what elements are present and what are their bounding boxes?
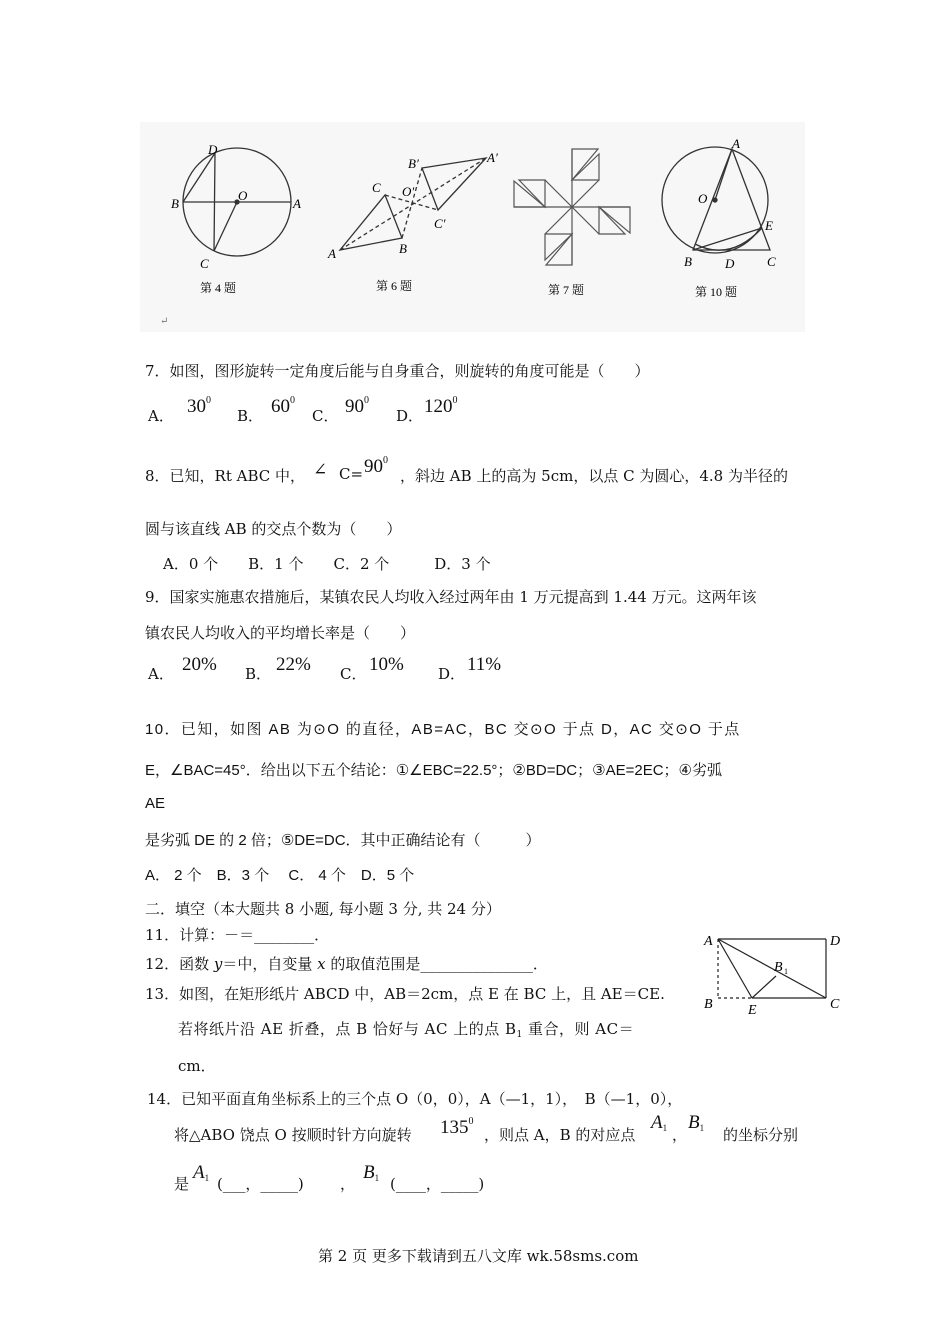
section2-header: 二．填空（本大题共 8 小题, 每小题 3 分, 共 24 分） — [145, 900, 501, 918]
q12: 12．函数 y＝中，自变量 x 的取值范围是_______________． — [145, 955, 548, 973]
fig10-label-c: C — [767, 254, 776, 269]
q14-comma: ， — [672, 1126, 688, 1144]
fig4-label-a: A — [293, 196, 301, 211]
fig7-pinwheel — [514, 149, 630, 265]
q7-option-b-label: B． — [237, 407, 264, 425]
q7-option-a-value: $30^0$ — [187, 395, 211, 417]
return-mark: ↵ — [160, 316, 169, 327]
q14-line3-start: 是 — [174, 1175, 190, 1193]
q9-option-c-value: 10% — [369, 654, 404, 675]
q9-line1: 9．国家实施惠农措施后，某镇农民人均收入经过两年由 1 万元提高到 1.44 万元。这两年该 — [145, 588, 757, 606]
q9-option-b-value: 22% — [276, 654, 311, 675]
fig6-label-b: B — [399, 241, 407, 256]
q9-option-b-label: B． — [245, 665, 272, 683]
q7-option-c-value: $90^0$ — [345, 395, 369, 417]
q8-part1: 8．已知，Rt ABC 中， — [145, 467, 306, 485]
fig4-chord-dc — [214, 153, 215, 251]
q8-options: A．0 个 B．1 个 C．2 个 D．3 个 — [163, 555, 491, 573]
fig4-label-b: B — [171, 196, 179, 211]
fig4-caption: 第 4 题 — [200, 281, 237, 295]
fig10-diagram — [662, 147, 770, 253]
q14-blank2[interactable]: (____，_____) — [390, 1175, 485, 1193]
q13-fig-label-c: C — [830, 997, 840, 1012]
q7-option-a-label: A． — [148, 407, 174, 425]
q7-option-d-label: D． — [396, 407, 424, 425]
q14-degree: $135^0$ — [440, 1116, 474, 1138]
fig6-label-ap: A′ — [487, 150, 498, 165]
q14-blank1[interactable]: (___，_____) — [217, 1175, 304, 1193]
q13-line3: cm． — [178, 1057, 216, 1075]
fig10-label-b: B — [684, 254, 692, 269]
figures-svg — [140, 122, 805, 332]
fig7-caption: 第 7 题 — [548, 283, 585, 297]
q9-line2: 镇农民人均收入的平均增长率是（ ） — [145, 624, 416, 642]
q13-fig-label-b: B — [704, 997, 713, 1012]
fig4-label-c: C — [200, 256, 209, 271]
q14-line3-b1: $B_1$ — [363, 1162, 380, 1183]
fig6-dash-aa — [340, 158, 486, 250]
q14-line2a: 将△ABO 饶点 O 按顺时针方向旋转 — [174, 1126, 412, 1144]
q11: 11．计算：－＝________． — [145, 926, 330, 944]
fig4-label-o: O — [238, 188, 248, 203]
q10-line4: 是劣弧 DE 的 2 倍；⑤DE=DC．其中正确结论有（ ） — [145, 832, 541, 849]
q8-line2: 圆与该直线 AB 的交点个数为（ ） — [145, 520, 402, 538]
fig4-label-d: D — [208, 142, 218, 157]
fig10-center — [713, 198, 717, 202]
q10-options: A． 2 个 B．3 个 C． 4 个 D．5 个 — [145, 867, 415, 884]
q14-line3-a1: $A_1$ — [193, 1162, 210, 1183]
q13-fig-label-b1-sub: 1 — [784, 967, 788, 976]
q13-fig-label-b1: B — [774, 960, 783, 975]
fig4-diagram — [183, 148, 291, 256]
fig6-dash-bb — [402, 168, 422, 238]
q13-fig-label-d: D — [830, 934, 841, 949]
fig10-caption: 第 10 题 — [695, 285, 738, 299]
fig6-label-bp: B′ — [408, 156, 419, 171]
q14-line2c: 的坐标分别 — [723, 1126, 799, 1144]
q13-fig-label-a: A — [704, 934, 713, 949]
fig10-label-d: D — [725, 256, 735, 271]
q7-option-b-value: $60^0$ — [271, 395, 295, 417]
q10-line3: AE — [145, 795, 166, 812]
q14-line2b: ，则点 A，B 的对应点 — [484, 1126, 636, 1144]
fig6-label-c: C — [372, 180, 381, 195]
fig4-chord-bd — [183, 153, 215, 202]
q10-line1: 10．已知，如图 AB 为⊙O 的直径，AB=AC，BC 交⊙O 于点 D，AC 交⊙O 于点 — [145, 721, 741, 738]
page-footer: 第 2 页 更多下载请到五八文库 wk.58sms.com — [318, 1247, 639, 1265]
q9-option-a-label: A． — [148, 665, 174, 683]
fig6-diagram — [340, 158, 486, 250]
fig10-label-o: O — [698, 191, 708, 206]
fig10-radius — [715, 149, 732, 200]
fig6-triangle-abc — [340, 195, 402, 250]
q13-line2: 若将纸片沿 AE 折叠，点 B 恰好与 AC 上的点 $B_1$ 重合，则 AC＝ — [178, 1020, 635, 1040]
q14-sep: ， — [340, 1175, 356, 1193]
figure-strip — [140, 122, 805, 332]
q9-option-d-label: D． — [438, 665, 466, 683]
q14-line1: 14．已知平面直角坐标系上的三个点 O（0，0），A（—1，1）， B（—1，0）， — [147, 1090, 683, 1108]
q7-option-c-label: C． — [312, 407, 339, 425]
q7-stem: 7．如图，图形旋转一定角度后能与自身重合，则旋转的角度可能是（ ） — [145, 362, 650, 380]
q8-angle-symbol: ∠ — [313, 460, 328, 480]
fig6-caption: 第 6 题 — [376, 279, 413, 293]
q14-b1: $B_1$ — [688, 1112, 705, 1133]
q8-part2: ，斜边 AB 上的高为 5cm，以点 C 为圆心，4.8 为半径的 — [400, 467, 788, 485]
fig10-label-a: A — [732, 136, 740, 151]
q9-option-a-value: 20% — [182, 654, 217, 675]
q10-line2: E，∠BAC=45°．给出以下五个结论：①∠EBC=22.5°；②BD=DC；③AE=2EC；④劣弧 — [145, 762, 722, 779]
fig6-triangle-prime — [422, 158, 486, 210]
q8-c-eq: C= — [339, 465, 364, 483]
q8-degree: $90^0$ — [364, 455, 388, 477]
fig4-radius-oc — [214, 202, 237, 251]
fig10-label-e: E — [765, 218, 773, 233]
fig6-label-cp: C′ — [434, 216, 446, 231]
q13-figure — [700, 925, 850, 1025]
q9-option-c-label: C． — [340, 665, 367, 683]
q9-option-d-value: 11% — [467, 654, 502, 675]
fig6-label-a: A — [328, 246, 336, 261]
q13-fig-label-e: E — [748, 1003, 757, 1018]
q13-line1: 13．如图，在矩形纸片 ABCD 中，AB＝2cm，点 E 在 BC 上，且 AE＝CE. — [145, 985, 665, 1003]
q14-a1: $A_1$ — [651, 1112, 668, 1133]
fig6-label-op: O′ — [402, 184, 415, 199]
q7-option-d-value: $120^0$ — [424, 395, 458, 417]
